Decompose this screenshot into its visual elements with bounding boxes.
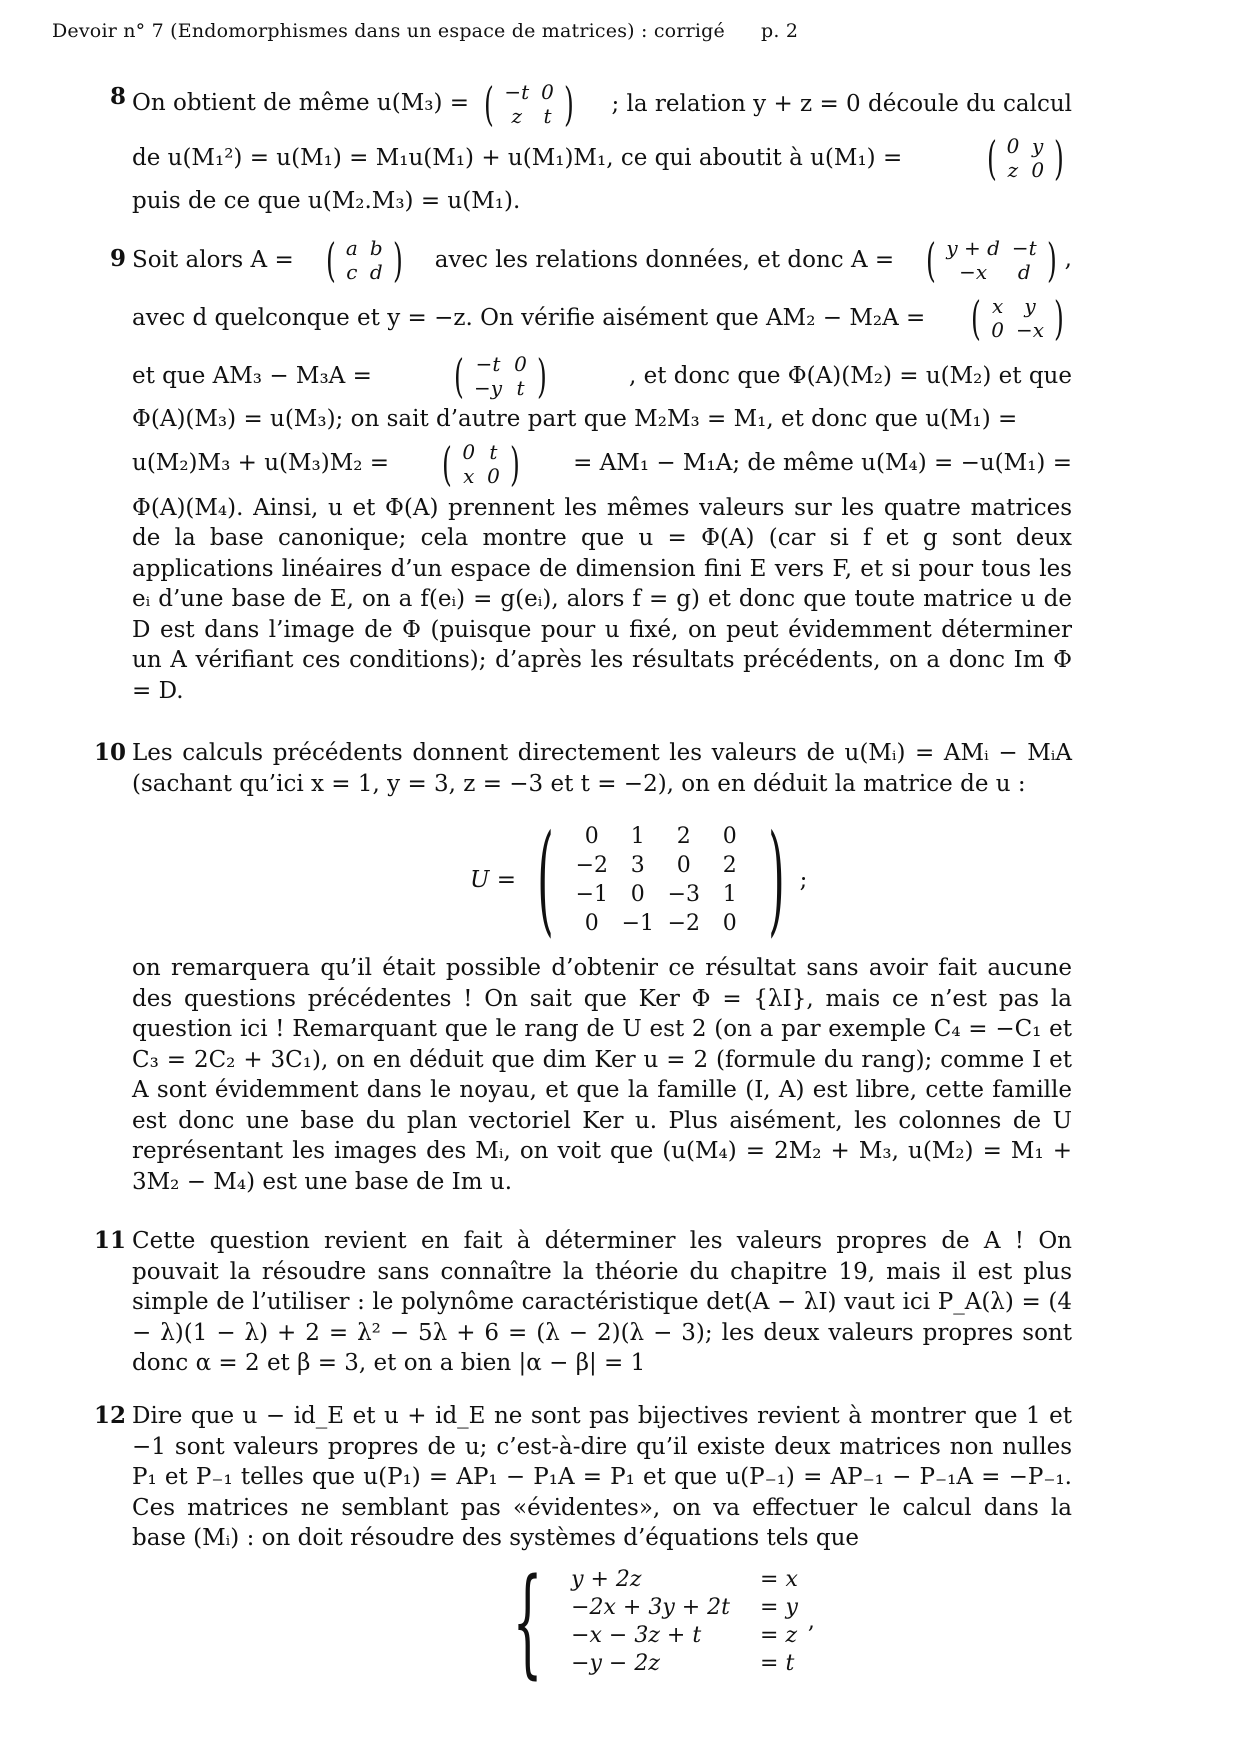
- matrix-u-m3: ( −t 0 z t ): [484, 77, 574, 131]
- page-number: p. 2: [760, 20, 799, 42]
- question-number: 10: [93, 739, 126, 766]
- q9-text: , et donc que Φ(A)(M₂) = u(M₂) et que: [628, 362, 1072, 389]
- page-header: [52, 20, 798, 42]
- q8-text: On obtient de même u(M₃) =: [132, 90, 470, 116]
- q9-text: avec les relations données, et donc A =: [434, 246, 895, 273]
- q8-line-3: puis de ce que u(M₂.M₃) = u(M₁).: [132, 188, 521, 214]
- question-12: [93, 1401, 1072, 1554]
- matrix-am3: ( −t 0 −y t ): [454, 349, 547, 403]
- header-title: Devoir n° 7 (Endomorphismes dans un espace de matrices) : corrigé: [52, 20, 725, 42]
- q12-paragraph: Dire que u − id_E et u + id_E ne sont pas bijectives revient à montrer que 1 et −1 sont valeurs propres de u; c’est-à-dire qu’il existe deux matrices non nulles P₁ et P₋₁ telles que u(P₁) = AP₁ − P₁A = P₁ et que u(P₋₁) = AP₋₁ − P₋₁A = −P₋₁. Ces matrices ne semblant pas «évidentes», on va effectuer le calcul dans la base (Mᵢ) : on doit résoudre des systèmes d’équations tels que: [132, 1403, 1072, 1551]
- q9-text: u(M₂)M₃ + u(M₃)M₂ =: [132, 450, 390, 477]
- question-number: 9: [109, 245, 126, 272]
- equation-system: { y + 2z = x −2x + 3y + 2t = y −x − 3z + t = z −y − 2z = t ,: [512, 1552, 815, 1690]
- matrix-a: ( a b c d ): [325, 233, 403, 287]
- q9-text: ,: [1064, 246, 1072, 272]
- q8-line-1: [132, 77, 1072, 131]
- question-10: [93, 738, 1072, 799]
- question-number: 8: [109, 83, 126, 110]
- matrix-U-label: U =: [470, 867, 516, 893]
- matrix-U-punct: ;: [799, 867, 808, 893]
- q9-text: avec d quelconque et y = −z. On vérifie aisément que AM₂ − M₂A =: [132, 304, 926, 331]
- matrix-am2: ( x y 0 −x ): [971, 291, 1064, 345]
- equation-row: −2x + 3y + 2t = y: [571, 1594, 798, 1620]
- q8-text: ; la relation y + z = 0 découle du calcul: [611, 90, 1072, 117]
- q9-line-2: [132, 288, 1072, 348]
- matrix-u-m1-b: ( 0 t x 0 ): [442, 436, 520, 491]
- q10-paragraph-1: Les calculs précédents donnent directement les valeurs de u(Mᵢ) = AMᵢ − MᵢA (sachant qu’ici x = 1, y = 3, z = −3 et t = −2), on en déduit la matrice de u :: [132, 740, 1072, 797]
- q9-text: Φ(A)(M₃) = u(M₃); on sait d’autre part que M₂M₃ = M₁, et donc que u(M₁) =: [132, 406, 1018, 432]
- matrix-U: U = ( 0 1 2 0 −2 3 0 2 −1 0 −3 1 0 −1 −2 0 ) ;: [470, 810, 808, 949]
- q9-text: Soit alors A =: [132, 246, 294, 273]
- question-number: 12: [93, 1402, 126, 1429]
- equation-row: y + 2z = x: [571, 1566, 798, 1592]
- system-punct: ,: [807, 1608, 815, 1634]
- equation-row: −x − 3z + t = z: [571, 1622, 798, 1648]
- question-9: [109, 232, 1072, 706]
- question-10-continued: [132, 953, 1072, 1197]
- q9-paragraph: Φ(A)(M₄). Ainsi, u et Φ(A) prennent les mêmes valeurs sur les quatre matrices de la base canonique; cela montre que u = Φ(A) (car si f et g sont deux applications linéaires d’un espace de dimension fini E vers F, et si pour tous les eᵢ d’une base de E, on a f(eᵢ) = g(eᵢ), alors f = g) et donc que toute matrice u de D est dans l’image de Φ (puisque pour u fixé, on peut évidemment déterminer un A vérifiant ces conditions); d’après les résultats précédents, on a donc Im Φ = D.: [132, 494, 1072, 704]
- q9-line-5: [132, 435, 1072, 493]
- q9-line-1: [132, 232, 1072, 288]
- question-8: [109, 77, 1072, 217]
- q10-paragraph-2: on remarquera qu’il était possible d’obtenir ce résultat sans avoir fait aucune des questions précédentes ! On sait que Ker Φ = {λI}, mais ce n’est pas la question ici ! Remarquant que le rang de U est 2 (on a par exemple C₄ = −C₁ et C₃ = 2C₂ + 3C₁), on en déduit que dim Ker u = 2 (formule du rang); comme I et A sont évidemment dans le noyau, et que la famille (I, A) est libre, cette famille est donc une base du plan vectoriel Ker u. Plus aisément, les colonnes de U représentant les images des Mᵢ, on voit que (u(M₄) = 2M₂ + M₃, u(M₂) = M₁ + 3M₂ − M₄) est une base de Im u.: [132, 955, 1072, 1195]
- q9-line-3: [132, 348, 1072, 404]
- q11-paragraph: Cette question revient en fait à déterminer les valeurs propres de A ! On pouvait la résoudre sans connaître la théorie du chapitre 19, mais il est plus simple de l’utiliser : le polynôme caractéristique det(A − λI) vaut ici P_A(λ) = (4 − λ)(1 − λ) + 2 = λ² − 5λ + 6 = (λ − 2)(λ − 3); les deux valeurs propres sont donc α = 2 et β = 3, et on a bien |α − β| = 1: [132, 1228, 1072, 1376]
- question-number: 11: [93, 1227, 126, 1254]
- q9-text: et que AM₃ − M₃A =: [132, 362, 372, 389]
- q8-text: de u(M₁²) = u(M₁) = M₁u(M₁) + u(M₁)M₁, ce qui aboutit à u(M₁) =: [132, 144, 903, 171]
- q9-line-4: [132, 404, 1072, 435]
- question-11: [93, 1226, 1072, 1379]
- q8-line-2: [132, 130, 1072, 186]
- matrix-u-m1: ( 0 y z 0 ): [986, 131, 1064, 185]
- matrix-a-solved: ( y + d −t −x d ): [926, 233, 1057, 287]
- equation-row: −y − 2z = t: [571, 1650, 795, 1676]
- q9-text: = AM₁ − M₁A; de même u(M₄) = −u(M₁) =: [573, 450, 1072, 477]
